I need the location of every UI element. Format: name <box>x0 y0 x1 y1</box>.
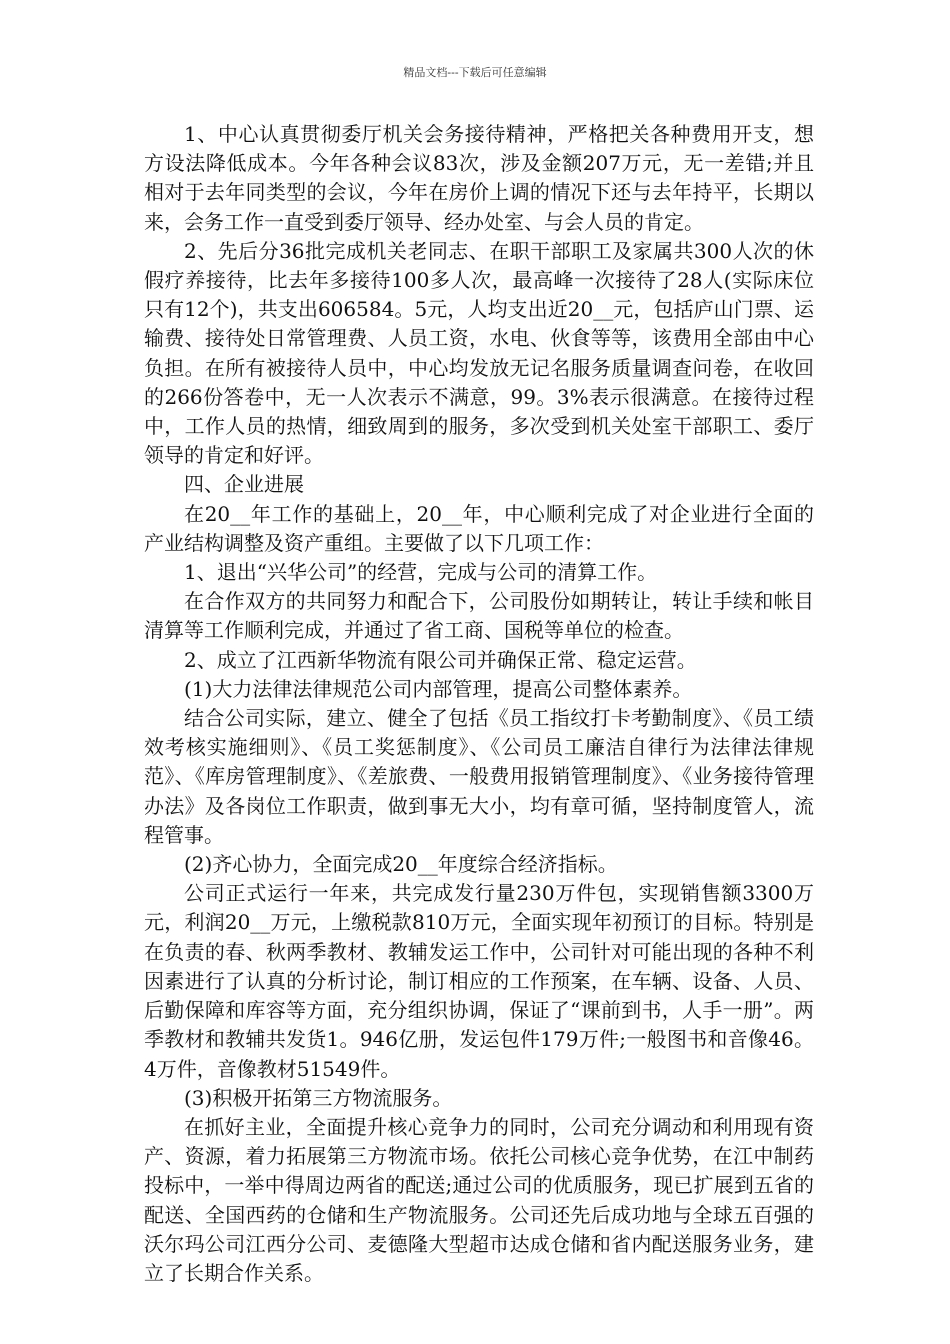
paragraph: (2)齐心协力，全面完成20__年度综合经济指标。 <box>184 852 618 877</box>
paragraph: (1)大力法律法律规范公司内部管理，提高公司整体素养。 <box>184 676 693 701</box>
paragraph: 1、退出“兴华公司”的经营，完成与公司的清算工作。 <box>184 560 658 585</box>
paragraph: (3)积极开拓第三方物流服务。 <box>184 1085 453 1110</box>
paragraph: 在合作双方的共同努力和配合下，公司股份如期转让，转让手续和帐目清算等工作顺利完成，并通过了省工商、国税等单位的检查。 <box>144 589 814 643</box>
paragraph: 2、成立了江西新华物流有限公司并确保正常、稳定运营。 <box>184 647 697 672</box>
page-header: 精品文档---下载后可任意编辑 <box>403 66 547 79</box>
document-body <box>144 120 814 1288</box>
paragraph: 结合公司实际，建立、健全了包括《员工指纹打卡考勤制度》、《员工绩效考核实施细则》、《员工奖惩制度》、《公司员工廉洁自律行为法律法律规范》、《库房管理制度》、《差旅费、一般费用报销管理制度》、《业务接待管理办法》及各岗位工作职责，做到事无大小，均有章可循，坚持制度管人，流程管事。 <box>144 706 814 847</box>
paragraph: 1、中心认真贯彻委厅机关会务接待精神，严格把关各种费用开支，想方设法降低成本。今年各种会议83次，涉及金额207万元，无一差错;并且相对于去年同类型的会议，今年在房价上调的情况下还与去年持平，长期以来，会务工作一直受到委厅领导、经办处室、与会人员的肯定。 <box>144 122 814 234</box>
section-heading: 四、企业进展 <box>184 472 304 497</box>
paragraph: 在20__年工作的基础上，20__年，中心顺利完成了对企业进行全面的产业结构调整及资产重组。主要做了以下几项工作： <box>144 501 814 555</box>
paragraph: 2、先后分36批完成机关老同志、在职干部职工及家属共300人次的休假疗养接待，比去年多接待100多人次，最高峰一次接待了28人(实际床位只有12个)，共支出606584。5元，人均支出近20__元，包括庐山门票、运输费、接待处日常管理费、人员工资，水电、伙食等等，该费用全部由中心负担。在所有被接待人员中，中心均发放无记名服务质量调查问卷，在收回的266份答卷中，无一人次表示不满意，99。3%表示很满意。在接待过程中，工作人员的热情，细致周到的服务，多次受到机关处室干部职工、委厅领导的肯定和好评。 <box>144 238 814 468</box>
paragraph: 在抓好主业，全面提升核心竞争力的同时，公司充分调动和利用现有资产、资源，着力拓展第三方物流市场。依托公司核心竞争优势，在江中制药投标中，一举中得周边两省的配送;通过公司的优质服务，现已扩展到五省的配送、全国西药的仓储和生产物流服务。公司还先后成功地与全球五百强的沃尔玛公司江西分公司、麦德隆大型超市达成仓储和省内配送服务业务，建立了长期合作关系。 <box>144 1114 814 1285</box>
paragraph: 公司正式运行一年来，共完成发行量230万件包，实现销售额3300万元，利润20__万元，上缴税款810万元，全面实现年初预订的目标。特别是在负责的春、秋两季教材、教辅发运工作中，公司针对可能出现的各种不利因素进行了认真的分析讨论，制订相应的工作预案，在车辆、设备、人员、后勤保障和库容等方面，充分组织协调，保证了“课前到书，人手一册”。两季教材和教辅共发货1。946亿册，发运包件179万件;一般图书和音像46。4万件，音像教材51549件。 <box>144 881 814 1081</box>
